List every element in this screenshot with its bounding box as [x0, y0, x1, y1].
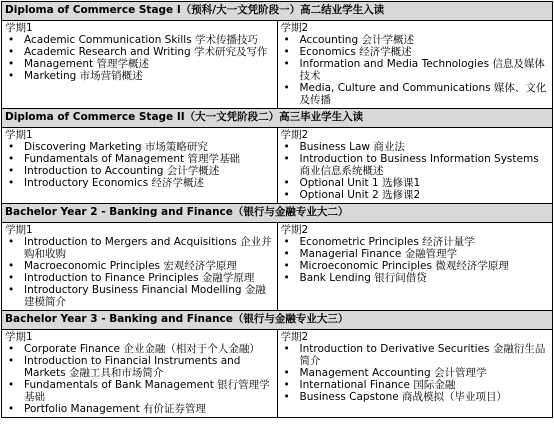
semester-cell-right	[277, 330, 553, 418]
course-item: • International Finance 国际金融	[300, 379, 550, 391]
course-item: • Economics 经济学概述	[300, 46, 550, 58]
semester-cell-right	[277, 128, 553, 204]
semester-label: 学期2	[280, 224, 309, 236]
stage-body-row	[2, 223, 553, 311]
course-item: • Microeconomic Principles 微观经济学原理	[300, 260, 550, 272]
semester-cell-right	[277, 223, 553, 311]
semester-label: 学期2	[280, 129, 309, 141]
course-item: • Introductory Business Financial Modelling 金融建模简介	[24, 284, 274, 308]
semester-cell-right	[277, 21, 553, 109]
stage-title: Diploma of Commerce Stage II（大一文凭阶段二）高三毕业学生入读	[2, 109, 553, 128]
course-item: • Introduction to Mergers and Acquisitions 企业并购和收购	[24, 236, 274, 260]
course-item: • Econometric Principles 经济计量学	[300, 236, 550, 248]
course-item: • Optional Unit 2 选修课2	[300, 189, 550, 201]
curriculum-table	[1, 1, 553, 418]
course-item: • Introduction to Accounting 会计学概述	[24, 165, 274, 177]
course-list	[5, 34, 274, 82]
stage-header-row	[2, 109, 553, 128]
course-item: • Accounting 会计学概述	[300, 34, 550, 46]
stage-header-row	[2, 204, 553, 223]
stage-title: Bachelor Year 3 - Banking and Finance（银行与金融专业大三）	[2, 311, 553, 330]
stage-body-row	[2, 21, 553, 109]
course-item: • Information and Media Technologies 信息及媒体技术	[300, 58, 550, 82]
course-item: • Business Capstone 商战模拟（毕业项目）	[300, 391, 550, 403]
course-item: • Fundamentals of Bank Management 银行管理学基础	[24, 379, 274, 403]
semester-cell-left	[2, 330, 278, 418]
semester-label: 学期2	[280, 331, 309, 343]
semester-label: 学期1	[5, 331, 33, 343]
semester-label: 学期1	[5, 22, 33, 34]
course-item: • Managerial Finance 金融管理学	[300, 248, 550, 260]
stage-body-row	[2, 128, 553, 204]
curriculum-table-body	[2, 2, 553, 418]
course-item: • Discovering Marketing 市场策略研究	[24, 141, 274, 153]
stage-body-row	[2, 330, 553, 418]
course-item: • Business Law 商业法	[300, 141, 550, 153]
semester-label: 学期1	[5, 129, 33, 141]
course-item: • Introduction to Business Information Systems 商业信息系统概述	[300, 153, 550, 177]
course-item: • Introduction to Finance Principles 金融学原理	[24, 272, 274, 284]
stage-header-row	[2, 311, 553, 330]
course-item: • Fundamentals of Management 管理学基础	[24, 153, 274, 165]
course-item: • Corporate Finance 企业金融（相对于个人金融）	[24, 343, 274, 355]
course-item: • Academic Research and Writing 学术研究及写作	[24, 46, 274, 58]
course-item: • Management Accounting 会计管理学	[300, 367, 550, 379]
course-item: • Marketing 市场营销概述	[24, 70, 274, 82]
course-item: • Introduction to Financial Instruments and Markets 金融工具和市场简介	[24, 355, 274, 379]
semester-cell-left	[2, 223, 278, 311]
semester-cell-left	[2, 128, 278, 204]
course-item: • Bank Lending 银行间借贷	[300, 272, 550, 284]
course-list	[5, 141, 274, 189]
course-item: • Portfolio Management 有价证券管理	[24, 403, 274, 415]
course-item: • Introductory Economics 经济学概述	[24, 177, 274, 189]
semester-cell-left	[2, 21, 278, 109]
stage-title: Diploma of Commerce Stage I（预科/大一文凭阶段一）高二结业学生入读	[2, 2, 553, 21]
course-list	[281, 141, 550, 201]
course-item: • Management 管理学概述	[24, 58, 274, 70]
stage-title: Bachelor Year 2 - Banking and Finance（银行与金融专业大二）	[2, 204, 553, 223]
course-item: • Optional Unit 1 选修课1	[300, 177, 550, 189]
semester-label: 学期2	[280, 22, 309, 34]
course-item: • Macroeconomic Principles 宏观经济学原理	[24, 260, 274, 272]
course-list	[5, 343, 274, 415]
semester-label: 学期1	[5, 224, 33, 236]
course-list	[281, 34, 550, 106]
course-item: • Media, Culture and Communications 媒体、文化及传播	[300, 82, 550, 106]
course-item: • Introduction to Derivative Securities 金融衍生品简介	[300, 343, 550, 367]
stage-header-row	[2, 2, 553, 21]
course-item: • Academic Communication Skills 学术传播技巧	[24, 34, 274, 46]
course-list	[281, 343, 550, 403]
course-list	[5, 236, 274, 308]
course-list	[281, 236, 550, 284]
